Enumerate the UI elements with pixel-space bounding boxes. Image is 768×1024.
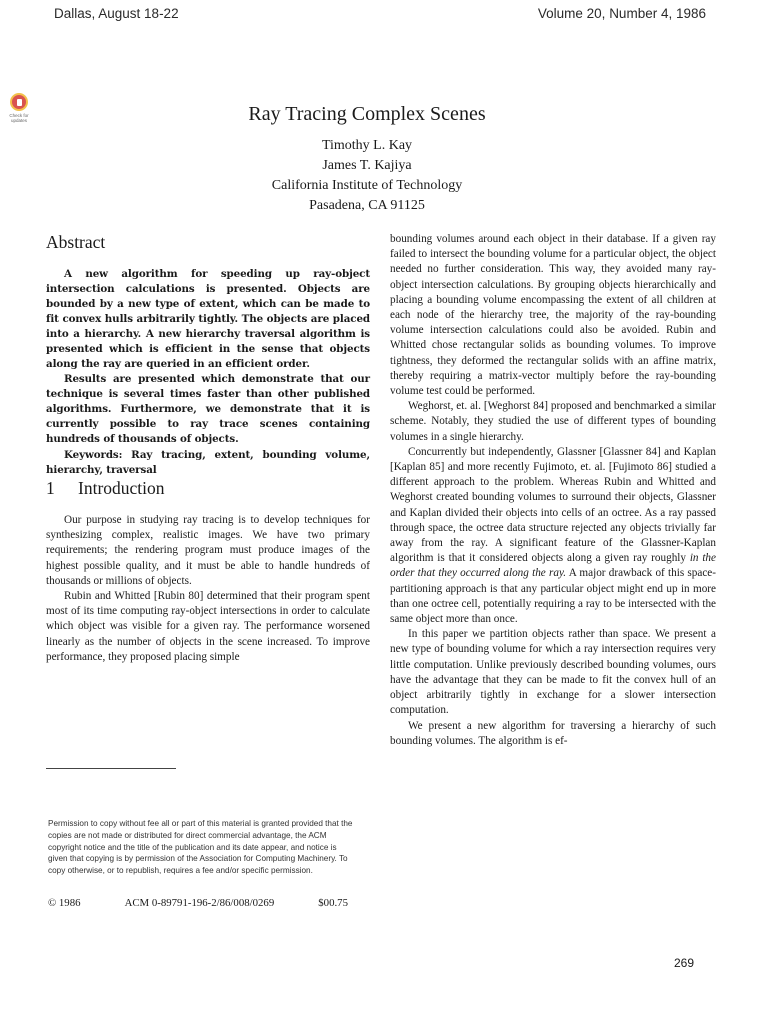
badge-label: Check for updates bbox=[9, 113, 29, 123]
footnote-divider bbox=[46, 768, 176, 769]
author-block bbox=[0, 136, 734, 216]
page-number: 269 bbox=[673, 956, 694, 970]
running-header-right: Volume 20, Number 4, 1986 bbox=[537, 6, 706, 21]
section-heading-introduction bbox=[46, 478, 370, 499]
body-paragraph: Weghorst, et. al. [Weghorst 84] proposed and benchmarked a similar scheme. Notably, they studied the use of different types of bounding volumes in a single hierarchy. bbox=[390, 400, 716, 443]
body-paragraph: Rubin and Whitted [Rubin 80] determined that their program spent most of its time computing ray-object intersections in order to calculate which object was visible for a given ray. The performance worsened linearly as the number of objects in the scene increased. To improve performance, they proposed placing simple bbox=[46, 590, 370, 663]
body-paragraph: We present a new algorithm for traversing a hierarchy of such bounding volumes. The algorithm is ef- bbox=[390, 719, 716, 747]
abstract-paragraph: Results are presented which demonstrate that our technique is several times faster than other published algorithms. Furthermore, we demonstrate that it is currently possible to ray trace scenes containing hundreds of thousands of objects. bbox=[46, 373, 370, 445]
paragraph-text: Concurrently but independently, Glassner [Glassner 84] and Kaplan [Kaplan 85] and more recently Fujimoto, et. al. [Fujimoto 86] studied a different approach to the problem. Whereas Rubin and Whitted and Weghorst created bounding volumes to surround their objects, Glassner and Kaplan divided their objects into cells of an octree. As a ray passed through space, the octree data structure rejected any objects trivially far away from the ray. A significant feature of the Glassner-Kaplan algorithm is that it considered objects along a given ray roughly bbox=[390, 445, 716, 565]
affiliation: California Institute of Technology bbox=[271, 178, 463, 193]
abstract-paragraph: A new algorithm for speeding up ray-object intersection calculations is presented. Objects are bounded by a new type of extent, which can be made to fit convex hulls arbitrarily tightly. The objects are placed into a hierarchy. A new hierarchy traversal algorithm is presented which is efficient in the sense that objects along the ray are queried in an efficient order. bbox=[46, 268, 370, 370]
body-paragraph: In this paper we partition objects rather than space. We present a new type of bounding volume for which a ray intersection requires very little computation. Unlike previously described bounding volumes, ours have the advantage that they can be made to fit the convex hull of an object arbitrarily tightly in exchange for a slower intersection computation. bbox=[390, 628, 716, 717]
author-name: James T. Kajiya bbox=[322, 158, 412, 173]
section-number: 1 bbox=[46, 478, 55, 498]
paragraph-text: A major drawback of this space-partitioning approach is that any particular object might end up in more than one octree cell, potentially requiring a ray to be intersected with the same object more than once. bbox=[390, 567, 716, 626]
right-column bbox=[390, 232, 716, 749]
abstract-heading: Abstract bbox=[46, 232, 106, 252]
running-header-left: Dallas, August 18-22 bbox=[54, 6, 179, 21]
title-block bbox=[0, 103, 734, 216]
body-paragraph: bounding volumes around each object in their database. If a given ray failed to intersect the bounding volume for a particular object, the object needed no further consideration. This way, they avoided many ray-object intersection calculations. By grouping objects hierarchically and placing a bounding volume encompassing the extent of all children at each node of the hierarchy tree, the majority of the ray-bounding volume intersection calculations could also be avoided. Rubin and Whitted chose rectangular solids as bounding volumes. To improve tightness, they deformed the rectangular solids with an affine matrix, thereby requiring a matrix-vector multiply before the ray-bounding volume test could be performed. bbox=[390, 233, 716, 398]
keywords: Keywords: Ray tracing, extent, bounding volume, hierarchy, traversal bbox=[46, 449, 370, 476]
paper-title: Ray Tracing Complex Scenes bbox=[248, 103, 486, 125]
copyright-year: © 1986 bbox=[48, 897, 81, 909]
copyright-line bbox=[48, 897, 348, 909]
location: Pasadena, CA 91125 bbox=[309, 198, 425, 213]
price: $00.75 bbox=[318, 897, 348, 909]
body-paragraph bbox=[390, 445, 716, 627]
permission-notice: Permission to copy without fee all or part of this material is granted provided that the copies are not made or distributed for direct commercial advantage, the ACM copyright notice and the title of the publication and its date appear, and notice is given that copying is by permission of the Association for Computing Machinery. To copy otherwise, or to republish, requires a fee and/or specific permission. bbox=[48, 819, 353, 876]
body-paragraph: Our purpose in studying ray tracing is to develop techniques for synthesizing complex, realistic images. We have two primary requirements; the rendering program must produce images of the highest possible quality, and it must be able to handle hundreds of thousands or millions of objects. bbox=[46, 514, 370, 587]
author-name: Timothy L. Kay bbox=[321, 138, 413, 153]
left-column bbox=[46, 232, 370, 665]
section-title: Introduction bbox=[78, 478, 165, 498]
acm-code: ACM 0-89791-196-2/86/008/0269 bbox=[124, 897, 275, 909]
italic-phrase: in the order that they occurred along the ray. bbox=[390, 552, 716, 580]
